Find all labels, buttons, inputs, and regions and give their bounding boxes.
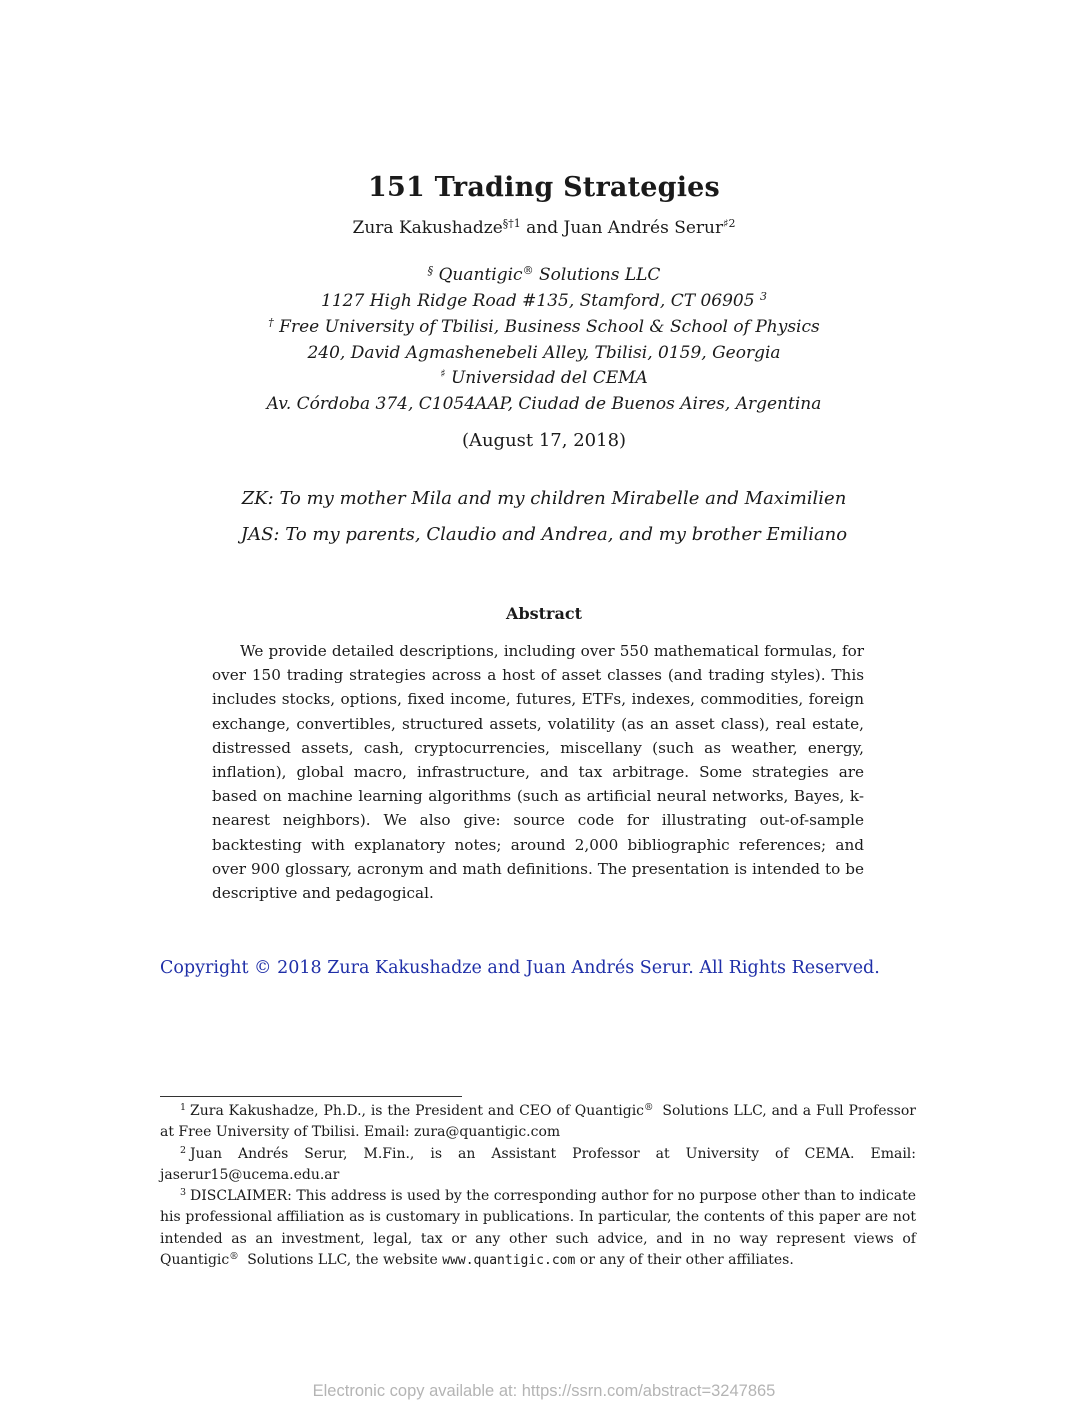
footnote-2	[160, 1144, 916, 1187]
author-2-marks: ♯2	[723, 217, 736, 230]
affiliation-mark-dagger: †	[268, 316, 274, 329]
author-connector: and	[526, 218, 559, 238]
footnote-2-mark: 2	[180, 1144, 187, 1156]
affiliation-mark-sharp: ♯	[440, 367, 446, 380]
affiliation-tbilisi	[0, 317, 1088, 337]
footnote-1-registered-mark: ®	[644, 1102, 654, 1113]
affiliation-quantigic-rest: Solutions LLC	[538, 265, 661, 285]
footnote-2-text: Juan Andrés Serur, M.Fin., is an Assistant Professor at University of CEMA. Email: jaserur15@ucema.edu.ar	[160, 1145, 916, 1183]
author-1-marks: §†1	[502, 217, 521, 230]
affiliation-quantigic-name: Quantigic	[438, 265, 523, 285]
copyright-notice: Copyright © 2018 Zura Kakushadze and Juan Andrés Serur. All Rights Reserved.	[160, 958, 880, 978]
footnote-1-text-a: Zura Kakushadze, Ph.D., is the President and CEO of Quantigic	[190, 1103, 645, 1119]
affiliation-cema-name: Universidad del CEMA	[450, 368, 648, 388]
quantigic-website-link[interactable]: www.quantigic.com	[442, 1253, 576, 1269]
footnote-mark-3: 3	[759, 290, 767, 303]
footnote-3-registered-mark: ®	[229, 1251, 239, 1263]
affiliation-quantigic-address	[0, 291, 1088, 311]
abstract-heading: Abstract	[506, 604, 582, 623]
affiliation-quantigic	[0, 265, 1088, 285]
footnote-3-mark: 3	[180, 1187, 187, 1199]
footnote-3-text-b: Solutions LLC, the website	[247, 1252, 438, 1269]
author-line	[0, 218, 1088, 238]
paper-date: (August 17, 2018)	[461, 430, 627, 451]
author-2-name: Juan Andrés Serur	[563, 218, 724, 238]
footnote-divider	[160, 1096, 462, 1097]
registered-mark: ®	[522, 264, 534, 277]
author-1-name: Zura Kakushadze	[352, 218, 503, 238]
paper-title: 151 Trading Strategies	[368, 172, 720, 203]
dedication-zk: ZK: To my mother Mila and my children Mirabelle and Maximilien	[241, 488, 847, 509]
footnote-1	[160, 1101, 916, 1144]
affiliation-mark-section: §	[427, 264, 434, 277]
affiliation-tbilisi-name: Free University of Tbilisi, Business School & School of Physics	[279, 317, 820, 337]
footnotes	[160, 1101, 916, 1271]
footnote-3	[160, 1186, 916, 1271]
affiliation-tbilisi-address: 240, David Agmashenebeli Alley, Tbilisi, 0159, Georgia	[307, 343, 781, 363]
footnote-3-text-a: DISCLAIMER: This address is used by the corresponding author for no purpose other than to indicate his professional affiliation as is customary in publications. In particular, the contents of this paper are not intended as an investment, legal, tax or any other such advice, and in no way represent views of Quantigic	[160, 1188, 916, 1269]
abstract-body: We provide detailed descriptions, including over 550 mathematical formulas, for over 150 trading strategies across a host of asset classes (and trading styles). This includes stocks, options, fixed income, futures, ETFs, indexes, commodities, foreign exchange, convertibles, structured assets, volatility (as an asset class), real estate, distressed assets, cash, cryptocurrencies, miscellany (such as weather, energy, inflation), global macro, infrastructure, and tax arbitrage. Some strategies are based on machine learning algorithms (such as artificial neural networks, Bayes, k-nearest neighbors). We also give: source code for illustrating out-of-sample backtesting with explanatory notes; around 2,000 bibliographic references; and over 900 glossary, acronym and math definitions. The presentation is intended to be descriptive and pedagogical.	[212, 642, 864, 903]
dedication-jas: JAS: To my parents, Claudio and Andrea, and my brother Emiliano	[240, 524, 848, 545]
quantigic-address-text: 1127 High Ridge Road #135, Stamford, CT 06905	[321, 291, 755, 311]
affiliation-cema	[0, 368, 1088, 388]
ssrn-notice[interactable]: Electronic copy available at: https://ssrn.com/abstract=3247865	[312, 1382, 776, 1400]
footnote-3-text-c: or any of their other affiliates.	[579, 1252, 794, 1269]
footnote-1-mark: 1	[180, 1102, 187, 1113]
affiliation-cema-address: Av. Córdoba 374, C1054AAP, Ciudad de Buenos Aires, Argentina	[266, 394, 822, 414]
footnote-1-text-b: Solutions LLC, and a Full Professor at Free University of Tbilisi. Email: zura@quantigic.com	[160, 1103, 916, 1141]
